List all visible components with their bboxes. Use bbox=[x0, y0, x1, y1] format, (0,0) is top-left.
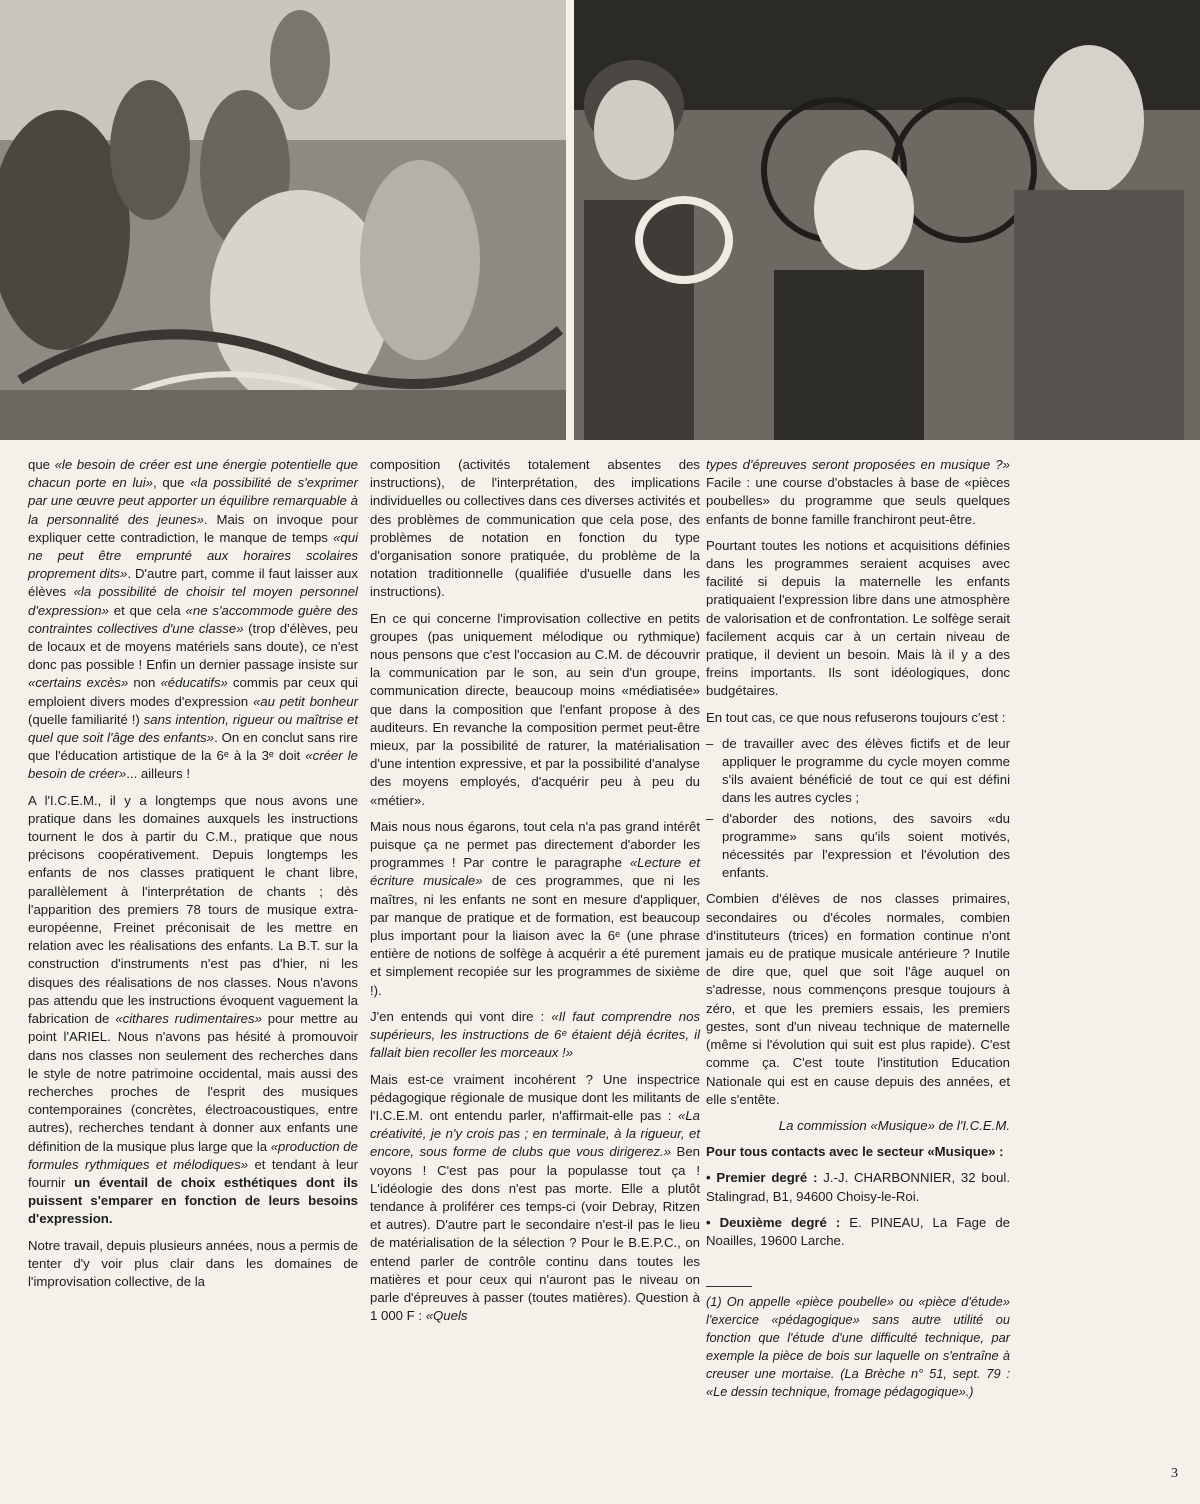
text-run: de ces programmes, que ni les maîtres, ni les enfants ne sont en mesure d'appliquer, par manque de pratique et de formation, est beaucoup plus important pour la liaison avec la 6ᵉ (une phrase entière de notions de solfège à acquérir a été purement et simplement recopiée sur les programmes de sixième !). bbox=[370, 873, 701, 998]
col2-paragraph-1 bbox=[370, 456, 700, 602]
text-run: J'en entends qui vont dire : bbox=[370, 1008, 552, 1024]
italic-quote: «Quels bbox=[425, 1308, 468, 1324]
italic-quote: types d'épreuves seront proposées en musique ?» bbox=[706, 457, 1010, 472]
text-run: composition (activités totalement absentes des instructions), de l'interprétation, des implications individuelles ou collectives dans ces diverses activités et des problèmes de communication que cela pose, des problèmes de notation en fonction du type d'organisation sonore pratiquée, du problème de la notation traditionnelle (qualifiée d'usuelle dans les instructions). bbox=[370, 457, 700, 600]
contact-second-degree bbox=[706, 1214, 1010, 1250]
contact-first-degree bbox=[706, 1169, 1010, 1205]
contact-label: • Premier degré : bbox=[706, 1170, 818, 1186]
page-number: 3 bbox=[1171, 1466, 1178, 1481]
col3-paragraph-1 bbox=[706, 456, 1010, 529]
text-run: et tendant à leur fournir bbox=[28, 1156, 358, 1190]
contact-text: J.-J. CHARBONNIER, 32 boul. Stalingrad, B1, 94600 Choisy-le-Roi. bbox=[706, 1170, 1010, 1204]
italic-quote: «la possibilité de s'exprimer par une œuvre peut apporter un équilibre remarquable à la personnalité des jeunes» bbox=[28, 475, 358, 527]
col3-paragraph-2 bbox=[706, 537, 1010, 701]
italic-quote: «Lecture et écriture musicale» bbox=[370, 855, 701, 889]
contact-text: E. PINEAU, La Fage de Noailles, 19600 Larche. bbox=[706, 1214, 1010, 1248]
text-run: commis par ceux qui emploient divers modes d'expression bbox=[28, 675, 358, 709]
col3-paragraph-4 bbox=[706, 890, 1010, 1108]
col1-paragraph-2 bbox=[28, 792, 358, 1229]
footnote: (1) On appelle «pièce poubelle» ou «pièce d'étude» l'exercice «pédagogique» sans autre utilité ou fonction que l'étude d'une difficulté technique, par exemple la pièce de bois sur laquelle on s'entraîne à creuser une mortaise. (La Brèche n° 51, sept. 79 : «Le dessin technique, fromage pédagogique».) bbox=[706, 1294, 1010, 1400]
text-run: (trop d'élèves, peu de locaux et de moyens matériels sans doute), ce n'est donc pas possible ! Enfin un dernier passage insiste sur bbox=[28, 620, 358, 673]
col2-paragraph-3 bbox=[370, 818, 700, 1000]
text-run: Mais nous nous égarons, tout cela n'a pas grand intérêt puisque ça ne permet pas directement d'aborder les programmes ! Par contre le paragraphe bbox=[370, 818, 700, 871]
text-run: Mais est-ce vraiment incohérent ? Une inspectrice pédagogique régionale de musique dont les militants de l'I.C.E.M. ont entendu parler, n'affirmait-elle pas : bbox=[370, 1071, 700, 1123]
text-run: non bbox=[128, 675, 161, 691]
col1-paragraph-3 bbox=[28, 1237, 358, 1292]
refusal-item: – de travailler avec des élèves fictifs et de leur appliquer le programme du cycle moyen comme s'ils avaient bénéficié de tout ce qui est défini dans les autres cycles ; bbox=[706, 735, 1010, 808]
italic-quote: «au petit bonheur bbox=[252, 693, 358, 709]
italic-quote: «éducatifs» bbox=[160, 675, 228, 691]
refusal-item: – d'aborder des notions, des savoirs «du programme» sans qu'ils soient motivés, nécessités par l'expression et l'évolution des enfants. bbox=[706, 810, 1010, 883]
bold-text: un éventail de choix esthétiques dont ils puissent s'emparer en fonction de leurs besoins d'expression. bbox=[28, 1174, 359, 1227]
italic-quote: «le besoin de créer est une énergie potentielle que chacun porte en lui» bbox=[28, 457, 358, 491]
italic-quote: «la possibilité de choisir tel moyen personnel d'expression» bbox=[28, 584, 358, 618]
italic-quote: sans intention, rigueur ou maîtrise et quel que soit l'âge des enfants» bbox=[28, 711, 358, 746]
text-run: ... ailleurs ! bbox=[126, 766, 191, 782]
refusal-list bbox=[706, 735, 1010, 883]
col3-paragraph-3 bbox=[706, 709, 1010, 727]
text-run: Pourtant toutes les notions et acquisitions définies dans les programmes seraient acquises avec facilité si depuis la maternelle les enfants pratiquaient l'expression libre dans une atmosphère de valorisation et de confrontation. Le solfège serait facilement acquis car à un certain niveau de pratique, il devient un besoin. Mais là il y a des freins importants. Ils sont idéologiques, donc budgétaires. bbox=[706, 537, 1010, 699]
col2-paragraph-5 bbox=[370, 1071, 700, 1326]
col1-paragraph-1 bbox=[28, 456, 358, 784]
text-column-2 bbox=[370, 456, 700, 1333]
text-run: Notre travail, depuis plusieurs années, nous a permis de tenter d'y voir plus clair dans les domaines de l'improvisation collective, de la bbox=[28, 1237, 358, 1289]
text-run: . D'autre part, comme il faut laisser aux élèves bbox=[28, 566, 358, 600]
italic-quote: «qui ne peut être emprunté aux horaires scolaires proprement dits» bbox=[28, 529, 358, 582]
photo-children-blowing-horns bbox=[574, 0, 1200, 440]
italic-quote: «certains excès» bbox=[28, 675, 129, 691]
italic-quote: «Il faut comprendre nos supérieurs, les instructions de 6ᵉ étaient déjà écrites, il fallait bien recoller les morceaux !» bbox=[370, 1008, 701, 1061]
contact-label: • Deuxième degré : bbox=[706, 1214, 841, 1230]
italic-quote: «production de formules rythmiques et mélodiques» bbox=[28, 1138, 358, 1172]
text-column-3 bbox=[706, 456, 1010, 1409]
text-run: En tout cas, ce que nous refuserons toujours c'est : bbox=[706, 709, 1006, 725]
italic-quote: «créer le besoin de créer» bbox=[28, 748, 358, 782]
signature: La commission «Musique» de l'I.C.E.M. bbox=[778, 1117, 1010, 1133]
text-run: , que bbox=[153, 475, 191, 491]
text-run: Facile : une course d'obstacles à base de «pièces poubelles» du programme que seuls quelques enfants de bonne famille franchiront peut-être. bbox=[706, 475, 1010, 527]
text-run: (quelle familiarité !) bbox=[28, 711, 144, 727]
text-run: A l'I.C.E.M., il y a longtemps que nous avons une pratique dans les domaines auxquels les instructions tournent le dos à partir du C.M., pratique que nous précisons coopérativement. Depuis longtemps les enfants de nos classes pratiquent le chant libre, parallèlement à l'interprétation de chants ; dès l'apparition des premiers 78 tours de musique extra-européenne, Freinet préconisait de les mettre en relation avec les réalisations des enfants. La B.T. sur la construction d'instruments n'est pas d'hier, ni les disques des réalisations de nos classes. Nous n'avons pas attendu que les instructions évoquent vaguement la fabrication de bbox=[28, 792, 358, 1027]
col2-paragraph-4 bbox=[370, 1008, 700, 1063]
text-run: et que cela bbox=[108, 602, 186, 618]
footnote-divider bbox=[706, 1286, 752, 1287]
photo-children-playing-instruments bbox=[0, 0, 566, 440]
text-run: . On en conclut sans rire que l'éducation artistique de la 6ᵉ à la 3ᵉ doit bbox=[28, 730, 358, 764]
text-run: que bbox=[28, 457, 55, 472]
text-run: Ben voyons ! C'est pas pour la populasse tout ça ! L'idéologie des dons n'est pas morte. Elle a plutôt tendance à proliférer ces temps-ci (voir Debray, Ritzen et autres). D'autre part le secondaire n'est-il pas le lieu de matérialisation de la sélection ? Pour le B.E.P.C., on entend parler de contrôle continu dans toutes les matières et pour ceux qui n'auront pas le niveau on parle d'épreuves à passer (toutes matières). Question à 1 000 F : bbox=[370, 1144, 700, 1324]
italic-quote: «ne s'accommode guère des contraintes collectives d'une classe» bbox=[28, 602, 358, 636]
text-run: En ce qui concerne l'improvisation collective en petits groupes (pas uniquement mélodique ou rythmique) nous pensons que c'est l'occasion au C.M. de découvrir la communication par le son, au sein d'un groupe, communication directe, beaucoup moins «médiatisée» que dans la composition que l'enfant propose à des auditeurs. En revanche la composition permet peut-être mieux, par la possibilité de raturer, la matérialisation d'une intention expressive, et par la possibilité d'analyse des moyens employés, d'acquérir peu à peu du «métier». bbox=[370, 610, 700, 808]
italic-quote: «cithares rudimentaires» bbox=[115, 1011, 262, 1027]
text-column-1 bbox=[28, 456, 358, 1299]
contacts-title: Pour tous contacts avec le secteur «Musique» : bbox=[706, 1144, 1004, 1160]
text-run: pour mettre au point l'ARIEL. Nous n'avons pas hésité à promouvoir dans nos classes non seulement des recherches dans le style de notre patrimoine occidental, mais aussi des recherches proches de l'esprit des musiques contemporaines (concrètes, électroacoustiques, entre autres), recherches tendant à donner aux enfants une définition de la musique plus large que la bbox=[28, 1011, 358, 1154]
text-run: Combien d'élèves de nos classes primaires, secondaires ou d'écoles normales, combien d'instituteurs (trices) en formation continue n'ont jamais eu de pratique musicale antérieure ? Inutile de dire que, quel que soit l'âge auquel on s'adresse, nous commençons presque toujours à zéro, et que les premiers essais, les premiers gestes, sont d'un niveau technique de maternelle (même si l'évolution qui suit est plus rapide). C'est comme ça. C'est toute l'institution Education Nationale qui est en cause depuis des années, et elle s'entête. bbox=[706, 891, 1010, 1107]
italic-quote: «La créativité, je n'y crois pas ; en terminale, à la rigueur, et encore, sous forme de clubs que vous dirigerez.» bbox=[370, 1107, 700, 1160]
text-run: . Mais on invoque pour expliquer cette contradiction, le manque de temps bbox=[28, 511, 359, 545]
col2-paragraph-2 bbox=[370, 610, 700, 810]
